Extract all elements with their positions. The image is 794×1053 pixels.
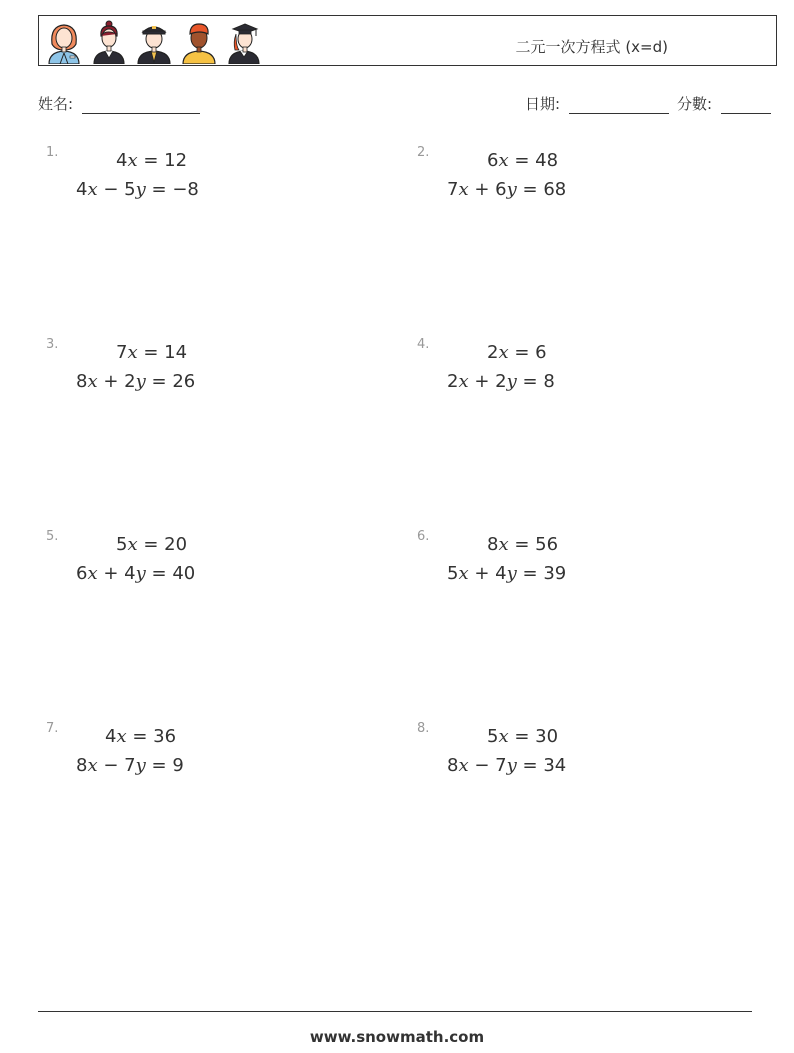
equation-1: 7x = 14 [116, 342, 188, 363]
equation-2: 6x + 4y = 40 [76, 563, 196, 584]
problem-2 [417, 145, 737, 265]
equation-2: 2x + 2y = 8 [447, 371, 555, 392]
date-blank[interactable] [569, 98, 669, 114]
avatar-row [45, 20, 263, 64]
equation-1: 8x = 56 [487, 534, 559, 555]
equation-2: 7x + 6y = 68 [447, 179, 567, 200]
businesswoman-avatar-icon [90, 20, 128, 64]
name-blank[interactable] [82, 98, 200, 114]
problem-number: 6. [417, 529, 430, 544]
problem-number: 1. [46, 145, 59, 160]
header-box [38, 15, 777, 66]
score-blank[interactable] [721, 98, 771, 114]
footer-divider [38, 1011, 752, 1012]
footer-url: www.snowmath.com [309, 1028, 485, 1046]
problem-5 [46, 529, 366, 649]
pilot-avatar-icon [135, 20, 173, 64]
problem-1 [46, 145, 366, 265]
problem-4 [417, 337, 737, 457]
equation-1: 5x = 30 [487, 726, 559, 747]
problem-number: 3. [46, 337, 59, 352]
equation-2: 8x − 7y = 34 [447, 755, 567, 776]
equation-1: 2x = 6 [487, 342, 547, 363]
name-label: 姓名: [38, 95, 74, 113]
equation-2: 5x + 4y = 39 [447, 563, 567, 584]
equation-1: 5x = 20 [116, 534, 188, 555]
date-label: 日期: [525, 95, 561, 113]
equation-2: 4x − 5y = −8 [76, 179, 199, 200]
problem-number: 4. [417, 337, 430, 352]
woman-avatar-icon [45, 20, 83, 64]
problem-number: 8. [417, 721, 430, 736]
problem-8 [417, 721, 737, 841]
graduate-avatar-icon [225, 20, 263, 64]
name-field [38, 93, 200, 114]
equation-2: 8x + 2y = 26 [76, 371, 196, 392]
score-field [677, 93, 771, 114]
equation-1: 4x = 12 [116, 150, 188, 171]
problem-7 [46, 721, 366, 841]
equation-2: 8x − 7y = 9 [76, 755, 184, 776]
problem-number: 2. [417, 145, 430, 160]
problem-number: 5. [46, 529, 59, 544]
date-field [525, 93, 669, 114]
problem-3 [46, 337, 366, 457]
problem-number: 7. [46, 721, 59, 736]
problem-6 [417, 529, 737, 649]
equation-1: 4x = 36 [105, 726, 177, 747]
score-label: 分數: [677, 95, 713, 113]
man-avatar-icon [180, 20, 218, 64]
equation-1: 6x = 48 [487, 150, 559, 171]
worksheet-title: 二元一次方程式 (x=d) [515, 38, 668, 56]
